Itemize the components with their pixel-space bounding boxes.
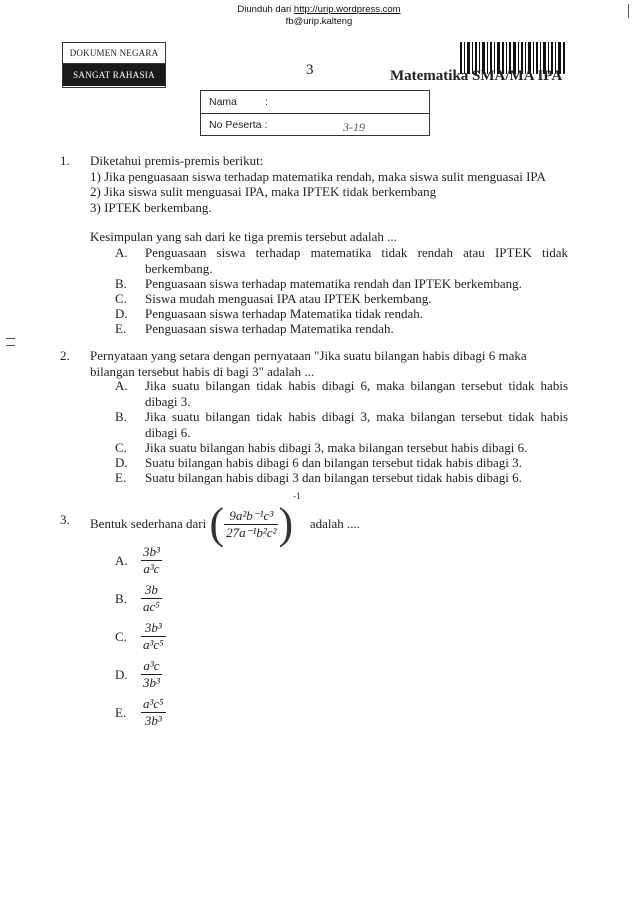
option-text: Penguasaan siswa terhadap Matematika rendah. — [145, 321, 394, 336]
question-number: 2. — [60, 348, 70, 363]
source-prefix: Diunduh dari — [237, 4, 294, 15]
option-text: Penguasaan siswa terhadap matematika tidak rendah atau IPTEK tidak berkembang. — [145, 245, 568, 276]
option-b[interactable] — [115, 276, 568, 292]
premise-item: 2) Jika siswa sulit menguasai IPA, maka IPTEK tidak berkembang — [90, 184, 437, 199]
handwriting: 3-19 — [343, 120, 365, 134]
option-label: D. — [115, 455, 128, 470]
participant-label: No Peserta : — [209, 119, 268, 131]
name-label: Nama — [209, 96, 238, 108]
option-e[interactable] — [115, 696, 166, 729]
option-c[interactable] — [115, 291, 568, 307]
option-numerator: 3b³ — [143, 544, 160, 559]
option-label: B. — [115, 590, 127, 606]
edge-mark — [628, 4, 629, 18]
source-line — [0, 4, 638, 16]
question-text: Kesimpulan yang sah dari ke tiga premis tersebut adalah ... — [90, 229, 397, 244]
option-label: E. — [115, 470, 127, 485]
option-denominator: 3b³ — [144, 713, 162, 728]
question-suffix: adalah .... — [309, 516, 361, 532]
question-number: 1. — [60, 153, 70, 168]
margin-mark — [6, 338, 15, 346]
option-a[interactable] — [115, 245, 568, 276]
option-denominator: a³c⁵ — [143, 637, 164, 652]
document-stamp — [62, 42, 166, 88]
question-prefix: Bentuk sederhana dari — [90, 516, 207, 532]
option-fraction — [141, 620, 166, 653]
option-text: Penguasaan siswa terhadap Matematika tidak rendah. — [145, 306, 423, 321]
page-number: 3 — [306, 62, 314, 78]
subject-title: Matematika SMA/MA IPA — [390, 68, 563, 84]
option-e[interactable] — [115, 470, 568, 486]
option-a[interactable] — [115, 378, 568, 409]
option-denominator: 3b³ — [143, 675, 160, 690]
option-text: Jika suatu bilangan habis dibagi 3, maka bilangan tersebut habis dibagi 6. — [145, 440, 528, 455]
name-row[interactable] — [201, 91, 429, 113]
option-label: D. — [115, 306, 128, 321]
option-a[interactable] — [115, 544, 162, 577]
option-label: E. — [115, 704, 127, 720]
secret-label: SANGAT RAHASIA — [63, 64, 165, 86]
intro-text: Diketahui premis-premis berikut: — [90, 153, 264, 168]
option-c[interactable] — [115, 620, 166, 653]
option-text: Siswa mudah menguasai IPA atau IPTEK berkembang. — [145, 291, 432, 306]
option-label: B. — [115, 276, 127, 291]
option-label: B. — [115, 409, 127, 424]
option-fraction — [141, 582, 162, 615]
expression-exponent: -1 — [293, 491, 301, 501]
option-label: A. — [115, 245, 128, 260]
expression-numerator: 9a²b⁻¹c³ — [224, 508, 278, 525]
option-denominator: a³c — [143, 561, 160, 576]
option-label: D. — [115, 666, 128, 682]
doc-label: DOKUMEN NEGARA — [63, 43, 165, 64]
option-fraction — [141, 658, 162, 691]
option-fraction — [141, 696, 166, 729]
option-text: Jika suatu bilangan tidak habis dibagi 3, maka bilangan tersebut tidak habis dibagi 6. — [145, 409, 568, 440]
option-numerator: a³c⁵ — [143, 696, 164, 711]
question-line: Pernyataan yang setara dengan pernyataan "Jika suatu bilangan habis dibagi 6 maka — [90, 348, 527, 363]
option-label: C. — [115, 291, 127, 306]
option-d[interactable] — [115, 455, 568, 471]
option-c[interactable] — [115, 440, 568, 456]
question-number: 3. — [60, 512, 70, 527]
expression-denominator: 27a⁻¹b²c² — [226, 524, 277, 540]
name-colon: : — [265, 96, 268, 108]
expression-fraction — [224, 508, 278, 541]
option-numerator: a³c — [141, 658, 162, 675]
option-label: E. — [115, 321, 127, 336]
option-label: C. — [115, 440, 127, 455]
option-text: Penguasaan siswa terhadap matematika rendah dan IPTEK berkembang. — [145, 276, 522, 291]
option-d[interactable] — [115, 306, 568, 322]
option-label: C. — [115, 628, 127, 644]
option-text: Suatu bilangan habis dibagi 6 dan bilangan tersebut tidak habis dibagi 3. — [145, 455, 522, 470]
question-body — [90, 153, 568, 215]
option-label: A. — [115, 378, 128, 393]
option-b[interactable] — [115, 582, 162, 615]
option-numerator: 3b³ — [141, 620, 166, 637]
premise-item: 1) Jika penguasaan siswa terhadap matematika rendah, maka siswa sulit menguasai IPA — [90, 168, 546, 184]
source-facebook: fb@urip.kalteng — [285, 16, 353, 27]
option-denominator: ac⁵ — [143, 599, 160, 614]
right-paren: ) — [278, 499, 294, 549]
option-numerator: 3b — [141, 582, 162, 599]
question-expression — [90, 491, 361, 549]
premise-item: 3) IPTEK berkembang. — [90, 199, 212, 215]
question-body — [90, 348, 568, 379]
option-fraction — [141, 544, 162, 577]
source-link[interactable]: http://urip.wordpress.com — [293, 4, 401, 15]
question-line: bilangan tersebut habis di bagi 3" adalah ... — [90, 363, 315, 379]
participant-row[interactable] — [201, 113, 429, 136]
left-paren: ( — [209, 499, 225, 549]
option-label: A. — [115, 552, 128, 568]
identity-box — [200, 90, 430, 136]
option-b[interactable] — [115, 409, 568, 440]
option-text: Suatu bilangan habis dibagi 3 dan bilangan tersebut tidak habis dibagi 6. — [145, 470, 522, 485]
option-text: Jika suatu bilangan tidak habis dibagi 6, maka bilangan tersebut tidak habis dibagi 3. — [145, 378, 568, 409]
option-e[interactable] — [115, 321, 568, 337]
option-d[interactable] — [115, 658, 162, 691]
